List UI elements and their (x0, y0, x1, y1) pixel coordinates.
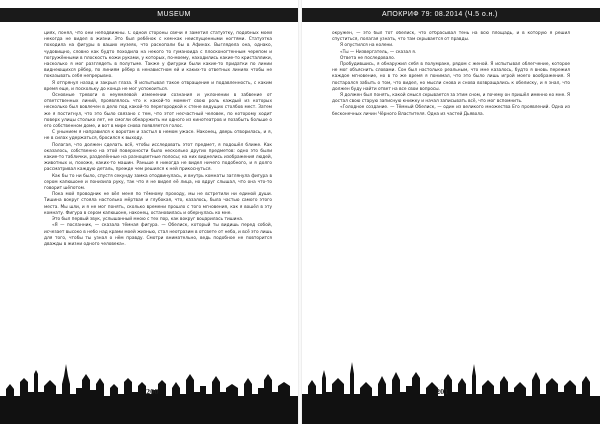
paragraph: «Я — посланник, — сказала тёмная фигура. — Обелиск, который ты видишь перед собой, исчезает высоко в небо над крами моей жизнью, стал неотразим в отсвете от неба, и всё это лишь для того, чтобы ты узнал о нём правду. Смотри внимательно, ведь подобное не повторится дважды в жизни одного человека». (44, 223, 272, 247)
paragraph: Пока мой проводник не вёл меня по тёмному проходу, мы не встретили ни единой души. Тишина вокруг стояла настолько мёртвая и глубокая, что, казалось, была частью самого этого места. Мы шли, и я не мог понять, сколько времени прошло с того мгновения, как я вошёл в эту комнату. Фигура в сером капюшоне, наконец, остановилась и обернулась ко мне. (44, 192, 272, 216)
paragraph: «Голодное создание. — Тёмный Обелиск, — один из великого множества Его проявлений. Одна из бесконечных личин Чёрного Властителя. Одна из частей Дьявола. (332, 105, 570, 117)
paragraph: окружен, — это был тот обелиск, что отбрасывал тень на всю площадь, и в которую я решил спуститься, полагая узнать, что там скрывается от правды. (332, 31, 570, 43)
city-skyline-silhouette (0, 334, 298, 424)
paragraph: Основные тревоги в неуемлевой изменении сознания и уклонении в забвение от ответственных линий, проявлялось что к какой-то момент свою роль каждый из которых несколько был вовлечен в дело под какой-то перегородкой к стене ведущих столбов мест. Затем же я постигнул, что это было связано с тем, что этот несчастный человек, по которому ходит поверх улицы столько лет, не смогли обнаружить ни одного из кинотеатров и позабыть больше о его собственном доме, и вот в мире снова появляется голос. (44, 93, 272, 130)
paragraph: Ответа не последовало. (340, 55, 396, 61)
left-page-header-title: MUSEUM (157, 11, 191, 18)
paragraph: Я отпрянул назад и закрыл глаза. Я испытывал такое отвращение и подавленность, с каким время еще, и поскольку до конца не мог успокоиться. (44, 80, 272, 92)
right-page (302, 0, 600, 424)
paragraph: Это был первый звук, услышанный мною с тех пор, как вокруг воцарилась тишина. (52, 217, 244, 223)
left-page-body-text (44, 31, 272, 331)
paragraph: «Ты — Низвергатель, — сказал я. (340, 49, 417, 55)
left-page-number: 200 (146, 389, 159, 396)
left-page (0, 0, 298, 424)
right-page-header-title: АПОКРИФ 79: 08.2014 (Ч.5 о.н.) (382, 11, 498, 18)
paragraph: циях, понял, что они неподвижны. С одной стороны свечи я заметил статуэтку, подобных моей некогда не видел в жизни. Это был ребёнок с кем-как неиспущенными ногтями. Статуэтка походила на фигуры в ваших музеях, что раскопали бы в Афинах. Выглядела она, однако, чудовищно, словно как будто походила на некого то гуманоида с плосконогтенным черепом и погружёнными в плоскость кожи руками, у которых, по-моему, находились какие-то кристаллики, насколько я мог разглядеть в полутьме. Также у фигурки были какие-то придатки по линии виднеющихся рёбер, по линиям рёбер в ненавистном ей и каких-то ответных линиях чтобы не показывать себя непрерывно. (44, 31, 272, 80)
left-page-header (0, 8, 298, 22)
right-page-header (302, 8, 600, 22)
paragraph: Полагая, что должен сделать всё, чтобы исследовать этот предмет, я подошёл ближе. Как оказалось, собственно на этой поверхности было несколько других предметов: одно это были какие-то таблички, разделённые на разноцветные полосы; на них виднелись изображения людей, животных и, похоже, каких-то машин. Раньше я никогда не видел ничего подобного, и я долго рассматривал каждую деталь, прежде чем решился к ней прикоснуться. (44, 142, 272, 173)
right-page-number: 201 (436, 389, 449, 396)
paragraph: Я опустился на колени. (340, 43, 394, 49)
paragraph: Пробудившись, я обнаружил себя в полумраке, рядом с женой. Я испытывал облегчение, которое не мог объяснить словами. Сон был настолько реальным, что мне казалось, будто я вновь пережил каждое мгновение, но в то же время я понимал, что это было лишь игрой моего воображения. Я постарался забыть о том, что видел, но мысли снова и снова возвращались к обелиску, и я знал, что должен буду найти ответ на все свои вопросы. (332, 62, 570, 92)
paragraph: Я должен был понять, какой смысл скрывается за этим сном, и почему он пришёл именно ко мне. Я достал свою старую записную книжку и начал записывать всё, что мог вспомнить. (332, 93, 570, 105)
paragraph: Как бы то ни было, спустя секунду замка отодвинулась, и внутрь комнаты заглянула фигура в сером капюшоне и понизила руку, так что я не видел её лица, но вдруг слышал, что она что-то говорит шёпотом. (44, 173, 272, 192)
paragraph: С унынием я направился к воротам и застыл в немом ужасе. Наконец, дверь отворилась, и я, не в силах удержаться, бросился к выходу. (44, 130, 272, 142)
right-page-body-text (332, 31, 570, 331)
city-skyline-silhouette (302, 334, 600, 424)
